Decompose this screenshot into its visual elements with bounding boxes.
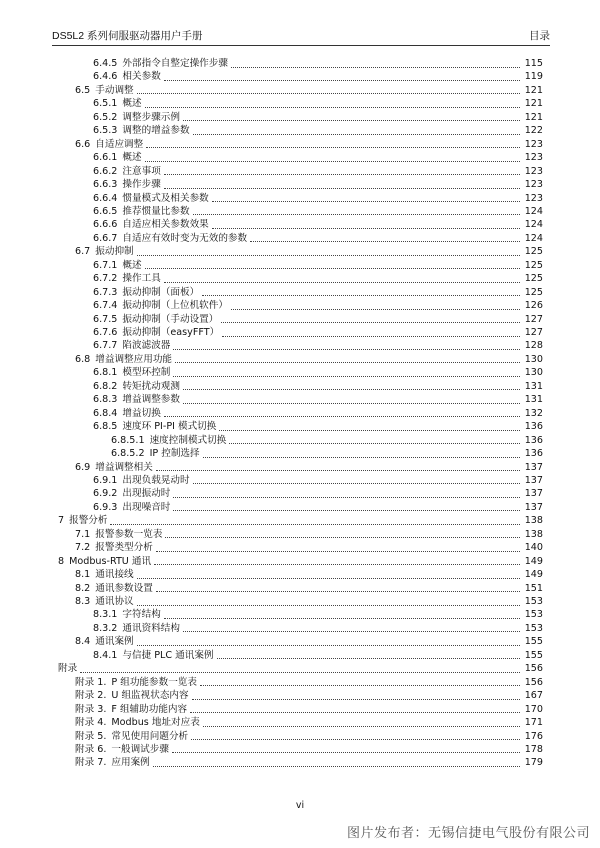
toc-entry-title: Modbus 地址对应表 bbox=[111, 717, 200, 729]
toc-entry-title: U 组监视状态内容 bbox=[111, 690, 189, 702]
toc-entry[interactable] bbox=[93, 259, 543, 273]
toc-entry-title: 自适应相关参数效果 bbox=[122, 219, 209, 231]
toc-entry[interactable] bbox=[93, 205, 543, 219]
toc-entry[interactable] bbox=[75, 245, 543, 259]
toc-entry-page: 179 bbox=[524, 757, 543, 769]
toc-dot-leader bbox=[137, 93, 520, 94]
toc-dot-leader bbox=[222, 336, 520, 337]
toc-entry-number: 7.2 bbox=[75, 542, 91, 554]
toc-entry[interactable] bbox=[75, 635, 543, 649]
toc-dot-leader bbox=[192, 699, 520, 700]
toc-dot-leader bbox=[229, 443, 520, 444]
toc-entry-number: 6.5.3 bbox=[93, 125, 118, 137]
toc-entry[interactable] bbox=[93, 420, 543, 434]
toc-entry-title: 通讯案例 bbox=[95, 636, 134, 648]
toc-entry-page: 156 bbox=[524, 663, 543, 675]
toc-entry-number: 6.8.3 bbox=[93, 394, 118, 406]
toc-entry-number: 附录 1. bbox=[75, 676, 107, 688]
toc-entry-page: 121 bbox=[524, 111, 543, 123]
toc-dot-leader bbox=[145, 268, 520, 269]
toc-entry-title: 增益调整应用功能 bbox=[95, 353, 173, 365]
toc-entry[interactable] bbox=[75, 84, 543, 98]
toc-entry-number: 8.1 bbox=[75, 569, 91, 581]
toc-entry[interactable] bbox=[75, 730, 543, 744]
toc-entry[interactable] bbox=[93, 111, 543, 125]
toc-entry-title: 概述 bbox=[122, 98, 142, 110]
toc-entry-title: 相关参数 bbox=[122, 71, 161, 83]
toc-entry-page: 140 bbox=[524, 542, 543, 554]
toc-dot-leader bbox=[231, 67, 520, 68]
toc-entry-page: 123 bbox=[524, 165, 543, 177]
toc-entry-title: IP 控制选择 bbox=[149, 448, 200, 460]
toc-entry-number: 6.6.1 bbox=[93, 152, 118, 164]
toc-dot-leader bbox=[137, 255, 520, 256]
toc-entry[interactable] bbox=[75, 568, 543, 582]
toc-entry-number: 7 bbox=[58, 515, 65, 527]
toc-entry-number: 6.6.4 bbox=[93, 192, 118, 204]
toc-entry-number: 6.6.2 bbox=[93, 165, 118, 177]
toc-entry-title: 出现负载晃动时 bbox=[122, 474, 190, 486]
toc-dot-leader bbox=[212, 228, 520, 229]
toc-entry-number: 6.6.5 bbox=[93, 205, 118, 217]
toc-entry-page: 136 bbox=[524, 421, 543, 433]
toc-entry-page: 119 bbox=[524, 71, 543, 83]
toc-entry-page: 137 bbox=[524, 488, 543, 500]
toc-entry-number: 8.3 bbox=[75, 596, 91, 607]
toc-entry-page: 127 bbox=[524, 313, 543, 325]
toc-entry-number: 6.6.3 bbox=[93, 179, 118, 191]
toc-entry-page: 138 bbox=[524, 515, 543, 527]
toc-entry-title: P 组功能参数一览表 bbox=[111, 676, 197, 688]
toc-entry-title: 常见使用问题分析 bbox=[111, 730, 189, 742]
toc-dot-leader bbox=[173, 497, 520, 498]
toc-entry[interactable] bbox=[93, 487, 543, 501]
toc-entry-title: 字符结构 bbox=[122, 609, 161, 621]
toc-entry-page: 136 bbox=[524, 434, 543, 446]
toc-entry[interactable] bbox=[93, 286, 543, 300]
toc-dot-leader bbox=[137, 578, 520, 579]
toc-dot-leader bbox=[193, 214, 520, 215]
toc-entry[interactable] bbox=[93, 326, 543, 340]
toc-entry[interactable] bbox=[93, 97, 543, 111]
toc-entry-page: 151 bbox=[524, 582, 543, 594]
toc-entry-page: 125 bbox=[524, 286, 543, 298]
toc-entry[interactable] bbox=[93, 272, 543, 286]
toc-entry[interactable] bbox=[75, 676, 543, 690]
toc-entry-title: 调整步骤示例 bbox=[122, 111, 180, 123]
toc-dot-leader bbox=[156, 591, 520, 592]
toc-entry-title: 附录 bbox=[58, 663, 78, 675]
toc-entry-number: 7.1 bbox=[75, 528, 91, 540]
toc-entry[interactable] bbox=[93, 608, 543, 622]
toc-entry-title: 应用案例 bbox=[111, 757, 150, 769]
toc-entry-number: 6.7.5 bbox=[93, 313, 118, 325]
toc-entry-title: 出现噪音时 bbox=[122, 501, 171, 513]
toc-entry-title: 振动抑制（easyFFT） bbox=[122, 327, 220, 338]
toc-entry[interactable] bbox=[93, 622, 543, 636]
toc-entry-title: 外部指令自整定操作步骤 bbox=[122, 58, 228, 69]
toc-entry-page: 131 bbox=[524, 380, 543, 392]
toc-entry[interactable] bbox=[93, 393, 543, 407]
toc-entry[interactable] bbox=[58, 555, 543, 569]
toc-entry-number: 6.8.1 bbox=[93, 367, 118, 379]
toc-entry-page: 123 bbox=[524, 138, 543, 150]
toc-entry-number: 6.7.6 bbox=[93, 327, 118, 338]
toc-entry-page: 138 bbox=[524, 528, 543, 540]
toc-entry-title: 通讯参数设置 bbox=[95, 582, 153, 594]
toc-entry[interactable] bbox=[75, 756, 543, 770]
toc-entry-number: 6.6.7 bbox=[93, 232, 118, 244]
toc-dot-leader bbox=[191, 739, 520, 740]
toc-entry-number: 附录 5. bbox=[75, 730, 107, 742]
toc-dot-leader bbox=[80, 672, 520, 673]
toc-entry-page: 122 bbox=[524, 125, 543, 137]
toc-dot-leader bbox=[200, 685, 520, 686]
toc-entry-title: 调整的增益参数 bbox=[122, 125, 190, 137]
toc-entry-page: 178 bbox=[524, 743, 543, 755]
page-number: vi bbox=[295, 800, 305, 811]
toc-entry-page: 136 bbox=[524, 448, 543, 460]
toc-entry-number: 6.7 bbox=[75, 246, 91, 258]
toc-entry-page: 153 bbox=[524, 596, 543, 607]
toc-dot-leader bbox=[145, 161, 520, 162]
toc-entry-page: 176 bbox=[524, 730, 543, 742]
toc-dot-leader bbox=[154, 564, 520, 565]
toc-entry-title: 报警参数一览表 bbox=[95, 528, 163, 540]
toc-dot-leader bbox=[164, 80, 520, 81]
toc-entry[interactable] bbox=[93, 70, 543, 84]
toc-entry[interactable] bbox=[75, 595, 543, 609]
toc-entry[interactable] bbox=[75, 138, 543, 152]
toc-entry-title: 速度控制模式切换 bbox=[149, 434, 227, 446]
toc-entry[interactable] bbox=[75, 703, 543, 717]
toc-entry[interactable] bbox=[93, 57, 543, 71]
toc-entry-page: 132 bbox=[524, 407, 543, 419]
toc-entry-number: 6.5 bbox=[75, 84, 91, 96]
toc-entry-number: 6.7.1 bbox=[93, 259, 118, 271]
toc-entry-number: 6.9.1 bbox=[93, 474, 118, 486]
toc-dot-leader bbox=[231, 309, 520, 310]
toc-entry-title: 增益调整相关 bbox=[95, 461, 153, 473]
toc-dot-leader bbox=[156, 470, 520, 471]
toc-entry-page: 153 bbox=[524, 622, 543, 634]
toc-entry-page: 123 bbox=[524, 192, 543, 204]
toc-entry[interactable] bbox=[58, 662, 543, 676]
toc-entry-page: 155 bbox=[524, 649, 543, 661]
toc-entry-number: 6.5.2 bbox=[93, 111, 118, 123]
toc-dot-leader bbox=[175, 362, 520, 363]
toc-entry-number: 附录 4. bbox=[75, 717, 107, 729]
toc-entry[interactable] bbox=[93, 474, 543, 488]
toc-entry-number: 6.7.2 bbox=[93, 273, 118, 285]
toc-entry-title: 一般调试步骤 bbox=[111, 743, 169, 755]
toc-entry-page: 125 bbox=[524, 273, 543, 285]
toc-dot-leader bbox=[250, 241, 520, 242]
toc-entry[interactable] bbox=[93, 366, 543, 380]
toc-entry-page: 127 bbox=[524, 327, 543, 338]
toc-entry-page: 130 bbox=[524, 367, 543, 379]
toc-entry-title: 增益切换 bbox=[122, 407, 161, 419]
toc-entry-page: 153 bbox=[524, 609, 543, 621]
toc-entry-number: 6.9 bbox=[75, 461, 91, 473]
toc-dot-leader bbox=[190, 712, 520, 713]
toc-entry[interactable] bbox=[93, 501, 543, 515]
toc-entry-page: 155 bbox=[524, 636, 543, 648]
toc-entry[interactable] bbox=[93, 232, 543, 246]
toc-entry-number: 6.9.2 bbox=[93, 488, 118, 500]
toc-dot-leader bbox=[164, 174, 520, 175]
toc-dot-leader bbox=[146, 147, 520, 148]
toc-entry-title: 出现振动时 bbox=[122, 488, 171, 500]
toc-entry-title: 概述 bbox=[122, 259, 142, 271]
toc-entry-page: 149 bbox=[524, 569, 543, 581]
toc-dot-leader bbox=[164, 188, 520, 189]
toc-dot-leader bbox=[153, 766, 520, 767]
toc-entry[interactable] bbox=[93, 649, 543, 663]
toc-entry-title: 推荐惯量比参数 bbox=[122, 205, 190, 217]
toc-entry[interactable] bbox=[75, 353, 543, 367]
toc-entry[interactable] bbox=[75, 461, 543, 475]
toc-entry[interactable] bbox=[75, 528, 543, 542]
toc-entry-number: 附录 7. bbox=[75, 757, 107, 769]
toc-dot-leader bbox=[193, 483, 520, 484]
toc-dot-leader bbox=[219, 430, 520, 431]
document-title: DS5L2 系列伺服驱动器用户手册 bbox=[52, 30, 203, 42]
toc-entry-page: 124 bbox=[524, 205, 543, 217]
toc-entry-page: 128 bbox=[524, 340, 543, 352]
toc-entry-title: 振动抑制 bbox=[95, 246, 134, 258]
toc-entry-title: 操作工具 bbox=[122, 273, 161, 285]
toc-entry-number: 6.8.5.2 bbox=[111, 448, 145, 460]
toc-entry-number: 6.6.6 bbox=[93, 219, 118, 231]
toc-entry-number: 8.3.2 bbox=[93, 622, 118, 634]
toc-entry-page: 156 bbox=[524, 676, 543, 688]
toc-entry[interactable] bbox=[75, 689, 543, 703]
section-title: 目录 bbox=[529, 30, 550, 42]
toc-entry-page: 170 bbox=[524, 703, 543, 715]
toc-entry-page: 121 bbox=[524, 84, 543, 96]
toc-entry-title: 自适应有效时变为无效的参数 bbox=[122, 232, 248, 244]
toc-entry-page: 121 bbox=[524, 98, 543, 110]
toc-entry-page: 124 bbox=[524, 232, 543, 244]
toc-entry-title: 振动抑制（手动设置） bbox=[122, 313, 219, 325]
toc-entry-title: 注意事项 bbox=[122, 165, 161, 177]
toc-dot-leader bbox=[173, 376, 520, 377]
toc-entry-title: 自适应调整 bbox=[95, 138, 144, 150]
toc-dot-leader bbox=[202, 295, 520, 296]
toc-entry-number: 6.4.6 bbox=[93, 71, 118, 83]
toc-dot-leader bbox=[217, 658, 520, 659]
toc-entry-page: 124 bbox=[524, 219, 543, 231]
toc-entry[interactable] bbox=[93, 339, 543, 353]
toc-entry-number: 6.7.7 bbox=[93, 340, 118, 352]
toc-entry[interactable] bbox=[75, 716, 543, 730]
toc-entry[interactable] bbox=[111, 447, 543, 461]
toc-entry-number: 8.4.1 bbox=[93, 649, 118, 661]
page-header bbox=[52, 28, 550, 44]
toc-entry-title: 增益调整参数 bbox=[122, 394, 180, 406]
toc-entry-number: 6.8.5.1 bbox=[111, 434, 145, 446]
toc-entry-number: 6.4.5 bbox=[93, 58, 118, 69]
toc-entry-number: 6.8.2 bbox=[93, 380, 118, 392]
toc-entry[interactable] bbox=[75, 541, 543, 555]
toc-dot-leader bbox=[145, 107, 520, 108]
header-rule bbox=[52, 45, 550, 46]
toc-entry-title: 速度环 PI-PI 模式切换 bbox=[122, 421, 217, 433]
toc-dot-leader bbox=[183, 389, 520, 390]
toc-entry[interactable] bbox=[111, 434, 543, 448]
toc-entry-title: Modbus-RTU 通讯 bbox=[69, 555, 152, 567]
toc-dot-leader bbox=[110, 524, 520, 525]
toc-entry-title: 概述 bbox=[122, 152, 142, 164]
toc-entry-page: 149 bbox=[524, 555, 543, 567]
toc-entry[interactable] bbox=[93, 165, 543, 179]
toc-entry-number: 6.7.4 bbox=[93, 300, 118, 312]
toc-dot-leader bbox=[164, 618, 520, 619]
toc-entry-title: 振动抑制（面板） bbox=[122, 286, 200, 298]
toc-entry[interactable] bbox=[93, 313, 543, 327]
toc-dot-leader bbox=[203, 457, 520, 458]
toc-dot-leader bbox=[173, 510, 520, 511]
toc-entry-page: 171 bbox=[524, 717, 543, 729]
toc-dot-leader bbox=[221, 322, 520, 323]
toc-entry-page: 167 bbox=[524, 690, 543, 702]
toc-dot-leader bbox=[173, 349, 520, 350]
toc-entry-page: 123 bbox=[524, 179, 543, 191]
toc-entry-page: 125 bbox=[524, 259, 543, 271]
toc-dot-leader bbox=[165, 537, 520, 538]
toc-entry[interactable] bbox=[93, 407, 543, 421]
toc-entry[interactable] bbox=[75, 582, 543, 596]
toc-entry-number: 6.8.4 bbox=[93, 407, 118, 419]
toc-entry-page: 125 bbox=[524, 246, 543, 258]
toc-entry-number: 6.7.3 bbox=[93, 286, 118, 298]
toc-entry[interactable] bbox=[93, 218, 543, 232]
toc-entry-page: 123 bbox=[524, 152, 543, 164]
toc-entry-number: 8.4 bbox=[75, 636, 91, 648]
toc-entry[interactable] bbox=[93, 192, 543, 206]
toc-entry-title: 报警类型分析 bbox=[95, 542, 153, 554]
toc-dot-leader bbox=[137, 645, 520, 646]
toc-entry-title: 惯量模式及相关参数 bbox=[122, 192, 209, 204]
toc-entry-number: 附录 3. bbox=[75, 703, 107, 715]
toc-entry-title: 陷波滤波器 bbox=[122, 340, 171, 352]
toc-entry-number: 8.2 bbox=[75, 582, 91, 594]
toc-entry-page: 137 bbox=[524, 501, 543, 513]
toc-dot-leader bbox=[183, 631, 520, 632]
toc-entry-page: 137 bbox=[524, 461, 543, 473]
toc-dot-leader bbox=[193, 134, 520, 135]
toc-entry-page: 137 bbox=[524, 474, 543, 486]
toc-entry-title: 操作步骤 bbox=[122, 179, 161, 191]
publisher-watermark: 图片发布者：无锡信捷电气股份有限公司 bbox=[346, 826, 590, 841]
toc-entry[interactable] bbox=[93, 380, 543, 394]
toc-entry-title: 转矩扰动观测 bbox=[122, 380, 180, 392]
toc-entry[interactable] bbox=[75, 743, 543, 757]
toc-entry-number: 6.9.3 bbox=[93, 501, 118, 513]
toc-dot-leader bbox=[156, 551, 520, 552]
toc-entry[interactable] bbox=[58, 514, 543, 528]
toc-entry-title: 振动抑制（上位机软件） bbox=[122, 300, 228, 312]
toc-dot-leader bbox=[137, 605, 520, 606]
toc-entry-page: 126 bbox=[524, 300, 543, 312]
toc-dot-leader bbox=[212, 201, 520, 202]
toc-entry-title: F 组辅助功能内容 bbox=[111, 703, 188, 715]
toc-entry[interactable] bbox=[93, 178, 543, 192]
toc-dot-leader bbox=[183, 120, 520, 121]
toc-dot-leader bbox=[172, 752, 520, 753]
toc-entry-number: 6.5.1 bbox=[93, 98, 118, 110]
toc-entry-number: 6.8.5 bbox=[93, 421, 118, 433]
toc-dot-leader bbox=[203, 726, 520, 727]
toc-entry-title: 报警分析 bbox=[69, 515, 108, 527]
toc-entry-number: 8 bbox=[58, 555, 65, 567]
toc-entry-page: 131 bbox=[524, 394, 543, 406]
toc-entry-title: 通讯协议 bbox=[95, 596, 134, 607]
toc-entry-number: 8.3.1 bbox=[93, 609, 118, 621]
toc-entry-title: 手动调整 bbox=[95, 84, 134, 96]
toc-entry-number: 6.8 bbox=[75, 353, 91, 365]
toc-entry-title: 通讯接线 bbox=[95, 569, 134, 581]
toc-dot-leader bbox=[164, 416, 520, 417]
toc-entry-page: 115 bbox=[524, 58, 543, 69]
toc-entry-title: 通讯资料结构 bbox=[122, 622, 180, 634]
toc-entry-page: 130 bbox=[524, 353, 543, 365]
toc-entry-number: 附录 6. bbox=[75, 743, 107, 755]
toc-entry-number: 6.6 bbox=[75, 138, 91, 150]
toc-dot-leader bbox=[164, 282, 520, 283]
toc-entry[interactable] bbox=[93, 299, 543, 313]
toc-entry-number: 附录 2. bbox=[75, 690, 107, 702]
toc-entry-title: 模型环控制 bbox=[122, 367, 171, 379]
toc-entry[interactable] bbox=[93, 151, 543, 165]
toc-dot-leader bbox=[183, 403, 520, 404]
toc-entry-title: 与信捷 PLC 通讯案例 bbox=[122, 649, 214, 661]
toc-entry[interactable] bbox=[93, 124, 543, 138]
